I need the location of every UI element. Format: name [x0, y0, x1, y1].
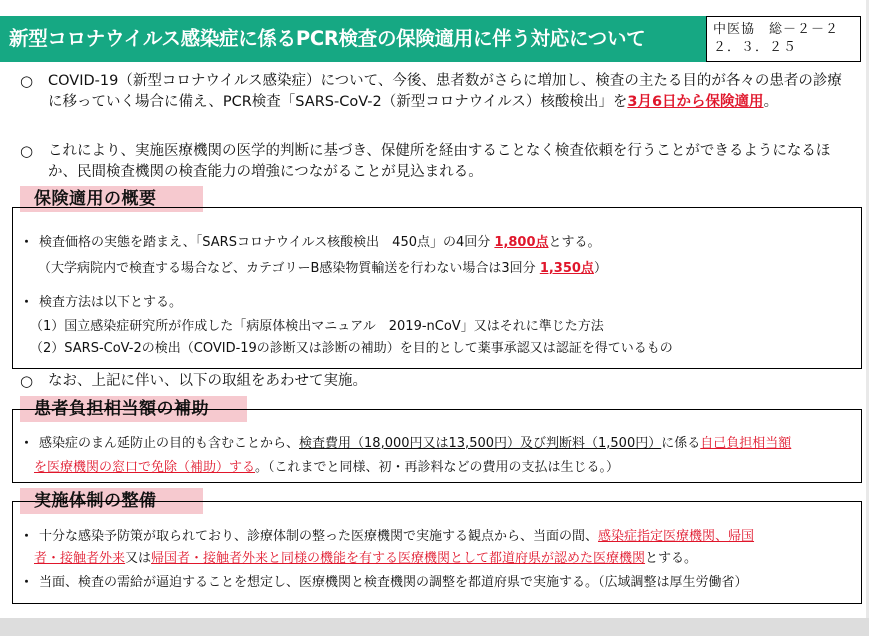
section2-f: 。（これまでと同様、初・再診料などの費用の支払は生じる。）: [255, 460, 620, 475]
section3-line2: [34, 550, 697, 568]
section1-b2: 検査方法は以下とする。: [39, 295, 183, 310]
section1-bullet2: [20, 294, 182, 312]
section2-c: に係る: [661, 436, 701, 451]
dot-bullet-icon: ・: [20, 235, 34, 250]
intro-text-1c: 。: [763, 93, 779, 110]
section1-bullet1-note: [38, 260, 607, 278]
section3-f: とする。: [645, 551, 698, 566]
section3-g: 当面、検査の需給が逼迫することを想定し、医療機関と検査機関の調整を都道府県で実施する。（広域調整は厚生労働省）: [39, 575, 748, 590]
intro-text-1a: COVID-19（新型コロナウイルス感染症）について、今後、患者数がさらに増加し、検査の主たる目的が各々の患者の診療に移っていく場合に備え、PCR検査「SARS-CoV-2（新型コロナウイルス）核酸検出」を: [48, 73, 842, 110]
section3-approved-institutions: 帰国者・接触者外来と同様の機能を有する医療機関として都道府県が認めた医療機関: [151, 551, 646, 566]
section2-heading: 患者負担相当額の補助: [20, 396, 247, 422]
section1-b1a: 検査価格の実態を踏まえ、「SARSコロナウイルス核酸検出 450点」の4回分: [39, 235, 495, 250]
section3-a: 十分な感染予防策が取られており、診療体制の整った医療機関で実施する観点から、当面の間、: [39, 529, 599, 544]
section3-line3: [20, 574, 748, 592]
page-bottom-edge: [0, 618, 869, 636]
price-highlight-1350: 1,350点: [539, 261, 594, 276]
page-title: 新型コロナウイルス感染症に係るPCR検査の保険適用に伴う対応について: [0, 16, 706, 62]
section1-b1c: とする。: [548, 235, 601, 250]
document-code: [706, 16, 861, 62]
section2-fee-text: 検査費用（18,000円又は13,500円）及び判断料（1,500円）: [299, 436, 662, 451]
intro-highlight-date: 3月6日から保険適用: [627, 93, 764, 110]
section3-outpatient: 者・接触者外来: [34, 551, 126, 566]
section2-line1: [20, 435, 791, 453]
section1-bullet1: [20, 234, 601, 252]
document-code-line1: 中医協 総－２－２: [713, 22, 840, 37]
section1-method-2: （2）SARS-CoV-2の検出（COVID-19の診断又は診断の補助）を目的として薬事承認又は認証を得ているもの: [30, 341, 673, 356]
dot-bullet-icon: ・: [20, 436, 34, 451]
dot-bullet-icon: ・: [20, 529, 34, 544]
section1-b1f: ）: [593, 261, 607, 276]
section2-line2: [34, 459, 619, 477]
section1-method-1: （1）国立感染症研究所が作成した「病原体検出マニュアル 2019-nCoV」又はそれに準じた方法: [30, 319, 604, 334]
circle-bullet-icon: ○: [20, 372, 34, 390]
mid-paragraph: [20, 371, 850, 392]
document-code-line2: ２．３．２５: [713, 40, 798, 55]
section2-copay-text: 自己負担相当額: [700, 436, 792, 451]
section3-line1: [20, 528, 754, 546]
section2-a: 感染症のまん延防止の目的も含むことから、: [39, 436, 300, 451]
mid-text: なお、上記に伴い、以下の取組をあわせて実施。: [48, 373, 367, 389]
section1-heading: 保険適用の概要: [20, 186, 203, 212]
intro-paragraph-1: [20, 71, 850, 112]
section3-designated-hospitals: 感染症指定医療機関、帰国: [598, 529, 755, 544]
section3-d: 又は: [125, 551, 152, 566]
section1-b1d: （大学病院内で検査する場合など、カテゴリーB感染物質輸送を行わない場合は3回分: [38, 261, 540, 276]
dot-bullet-icon: ・: [20, 575, 34, 590]
circle-bullet-icon: ○: [20, 142, 34, 160]
section3-heading: 実施体制の整備: [20, 488, 203, 514]
intro-text-2: これにより、実施医療機関の医学的判断に基づき、保健所を経由することなく検査依頼を行うことができるようになるほか、民間検査機関の検査能力の増強につながることが見込まれる。: [48, 143, 831, 180]
intro-paragraph-2: [20, 141, 850, 182]
price-highlight-1800: 1,800点: [494, 235, 549, 250]
section2-exempt-text: を医療機関の窓口で免除（補助）する: [34, 460, 256, 475]
dot-bullet-icon: ・: [20, 295, 34, 310]
circle-bullet-icon: ○: [20, 72, 34, 90]
